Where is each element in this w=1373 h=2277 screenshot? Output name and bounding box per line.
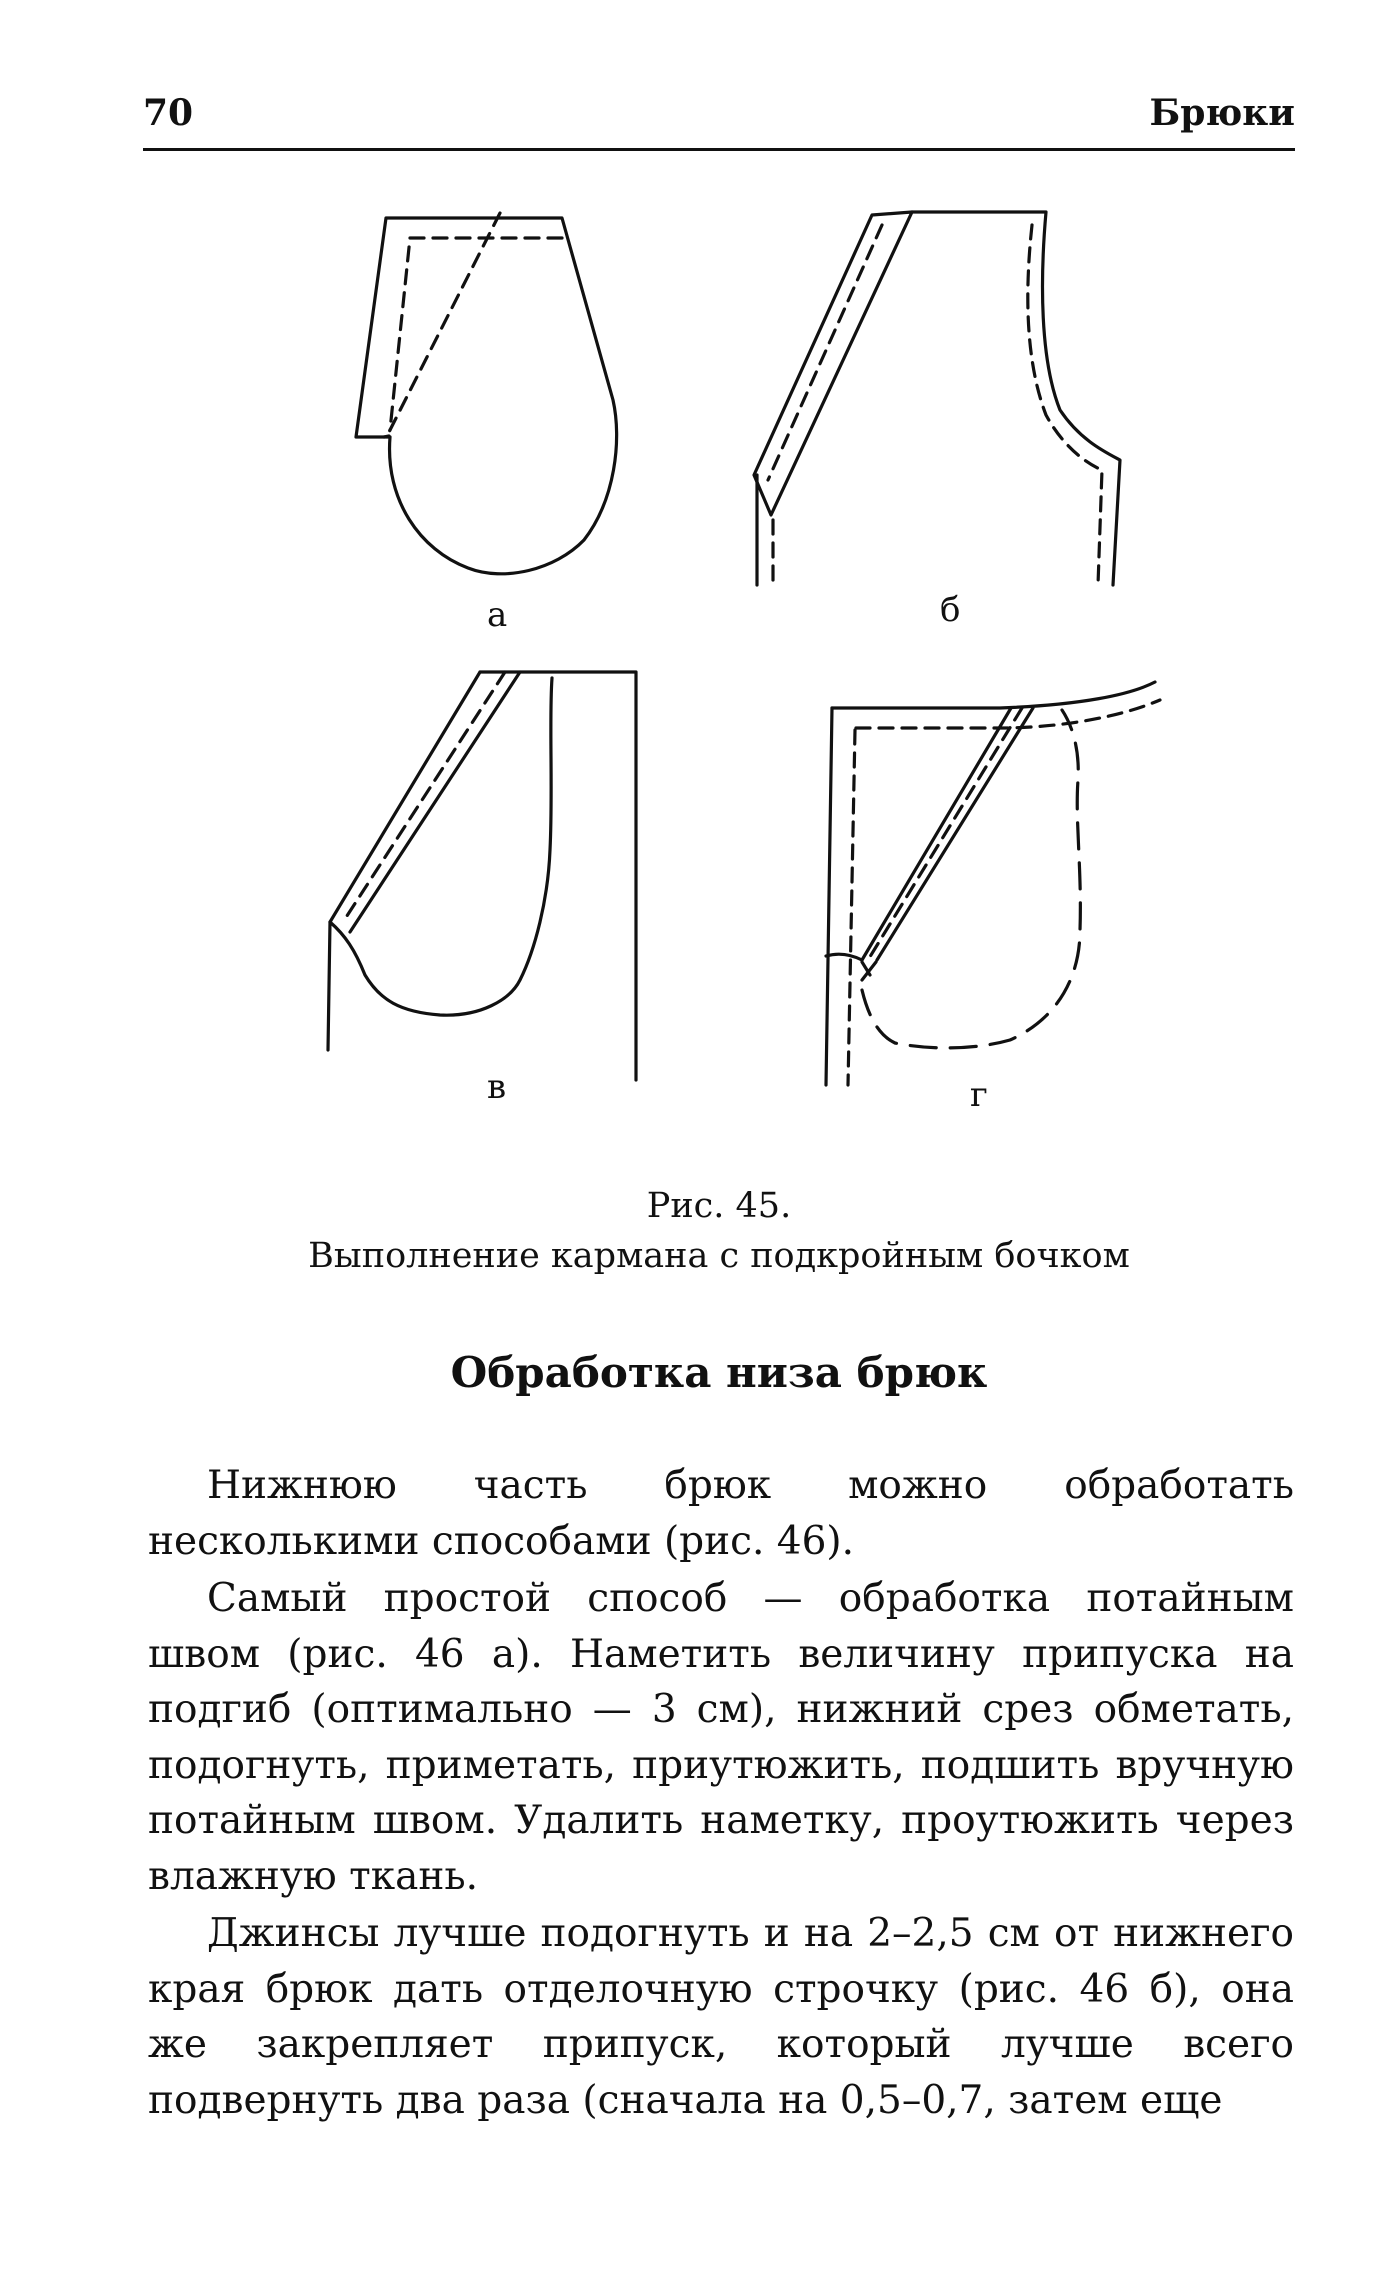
- figure-caption-number: Рис. 45.: [646, 1186, 792, 1226]
- running-title: Брюки: [1149, 92, 1295, 134]
- paragraph-3: Джинсы лучше подогнуть и на 2–2,5 см от нижнего края брюк дать отделочную строчку (рис. 46 б), она же закрепляет припуск, который лучше всего подвернуть два раза (сначала на 0,5–0,7, затем еще: [148, 1911, 1294, 2123]
- figure-label-a: а: [487, 595, 508, 635]
- body-text: [148, 1458, 1294, 2128]
- figure-45: [0, 190, 1373, 1130]
- figure-label-b: б: [940, 590, 961, 630]
- section-heading: Обработка низа брюк: [450, 1348, 988, 1397]
- page-number: 70: [143, 92, 194, 134]
- figure-label-v: в: [487, 1067, 507, 1107]
- page-header: [143, 92, 1295, 152]
- figure-label-g: г: [970, 1075, 988, 1115]
- diagram-a: [356, 213, 617, 574]
- pocket-diagrams: [0, 190, 1373, 1130]
- figure-caption-text: Выполнение кармана с подкройным бочком: [308, 1236, 1130, 1276]
- diagram-g: [826, 682, 1160, 1085]
- diagram-v: [328, 672, 636, 1080]
- paragraph-2: Самый простой способ — обработка потайным швом (рис. 46 а). Наметить величину припуска на подгиб (оптимально — 3 см), нижний срез обметать, подогнуть, приметать, приутюжить, подшить вручную потайным швом. Удалить наметку, проутюжить через влажную ткань.: [148, 1576, 1294, 1899]
- header-rule: [143, 148, 1295, 151]
- paragraph-1: Нижнюю часть брюк можно обработать несколькими способами (рис. 46).: [148, 1463, 1294, 1564]
- diagram-b: [754, 212, 1120, 585]
